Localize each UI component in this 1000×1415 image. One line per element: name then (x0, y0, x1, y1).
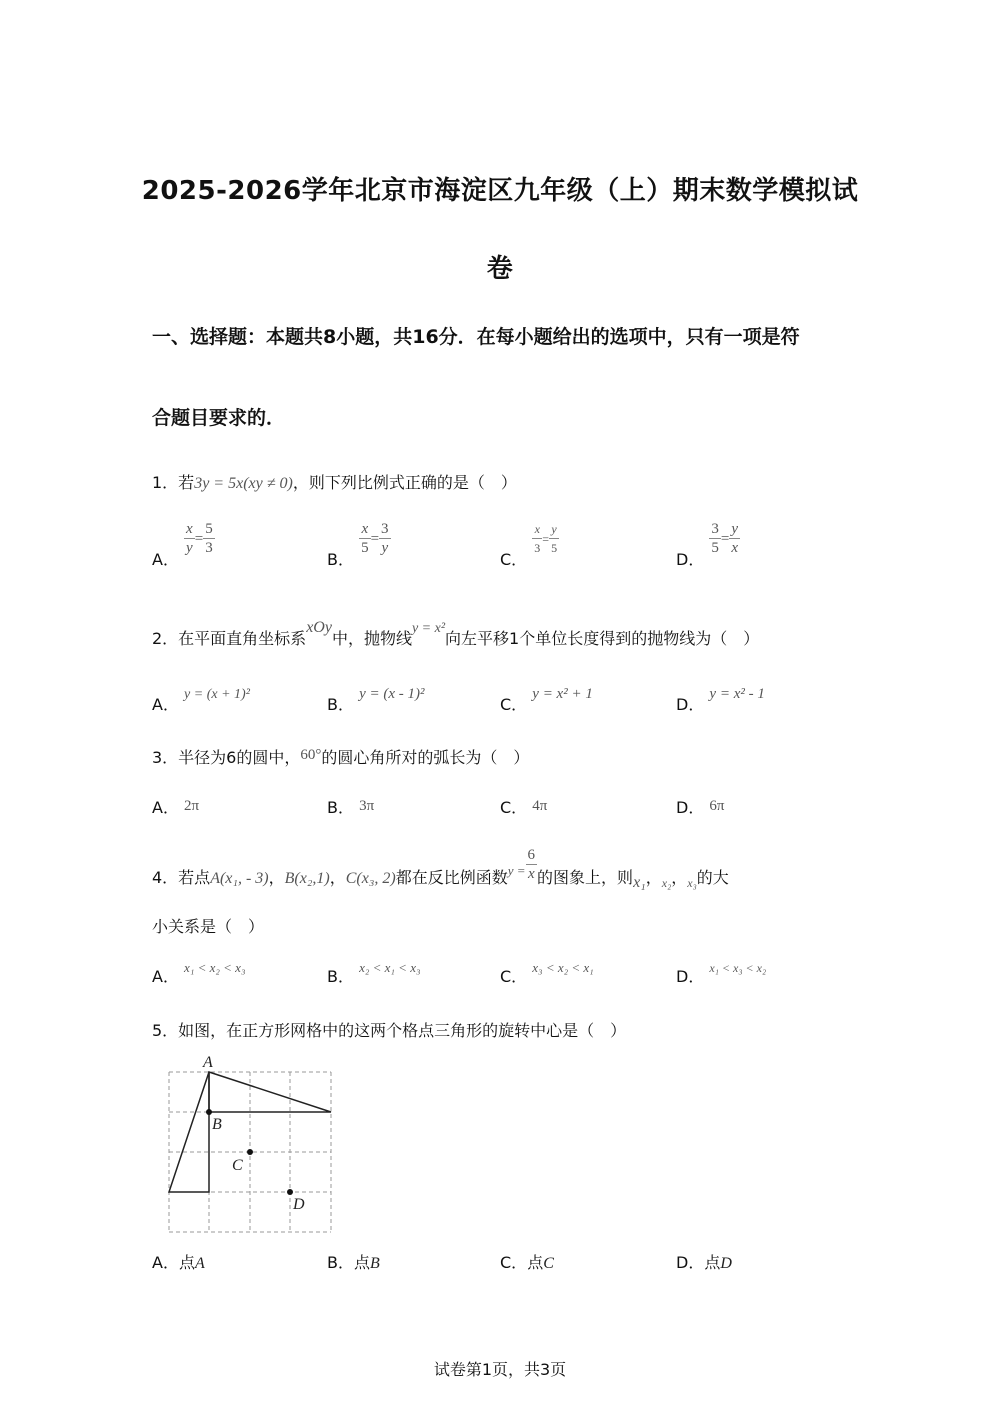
option-label: D． (676, 550, 705, 569)
option-label: A． (152, 967, 179, 986)
option-label: D． (676, 695, 705, 714)
q3-option-d[interactable] (676, 795, 725, 818)
q1-math: 3y = 5x(xy ≠ 0) (194, 475, 293, 492)
q4-point-c: C(x₃, 2) (345, 870, 396, 887)
fraction: $\frac{x}{5}$ (361, 521, 369, 556)
fraction: $\frac{3}{y}$ (381, 521, 389, 556)
q1-prefix: 1．若 (152, 473, 195, 492)
q5-option-b[interactable] (327, 1250, 380, 1273)
option-label: B． (327, 798, 354, 817)
option-label: B． (327, 550, 354, 569)
q4-var-x2: x₂ (661, 876, 672, 890)
q2-math-coord: xOy (306, 619, 332, 636)
q1-option-d[interactable]: D． $\frac{3}{5}$ = $\frac{y}{x}$ (676, 521, 739, 569)
q2-mid: 中，抛物线 (331, 629, 412, 648)
option-point: A (194, 1255, 205, 1272)
point-b-dot (206, 1109, 212, 1115)
triangle-left (169, 1072, 209, 1192)
option-expr: 2π (184, 798, 200, 814)
q4-var-x3: x₃ (687, 876, 697, 890)
option-label: D． (676, 1253, 705, 1272)
page-title-line2: 卷 (486, 254, 514, 284)
option-label: A． (152, 1253, 179, 1272)
q2-math-parabola: y = x² (411, 621, 446, 636)
point-d-dot (287, 1189, 293, 1195)
q2-option-b[interactable] (327, 686, 425, 715)
q4-var-x1: x₁ (633, 874, 646, 891)
option-expr: 4π (532, 798, 548, 814)
option-label: A． (152, 550, 179, 569)
option-label: A． (152, 695, 179, 714)
question-2 (152, 619, 760, 649)
option-expr: 6π (709, 798, 725, 814)
q5-option-d[interactable] (676, 1250, 732, 1273)
q4-mid2: 的图象上，则 (537, 868, 634, 887)
q4-point-b: B(x₂,1) (284, 870, 330, 887)
page-title-line1: 2025-2026学年北京市海淀区九年级（上）期末数学模拟试 (141, 176, 859, 206)
q4-fn-y: y = (507, 863, 526, 878)
point-c-dot (247, 1149, 253, 1155)
option-expr: x₂ < x₁ < x₃ (359, 960, 421, 975)
label-c: C (232, 1157, 243, 1174)
q4-fraction: $\frac{6}{x}$ (527, 847, 536, 882)
page-footer: 试卷第1页，共3页 (433, 1360, 567, 1379)
option-label: C． (500, 967, 528, 986)
option-expr: x₁ < x₃ < x₂ (709, 961, 767, 975)
q3-option-a[interactable] (152, 795, 199, 818)
q2-suffix: 向左平移1个单位长度得到的抛物线为（ ） (445, 629, 760, 648)
option-label: D． (676, 798, 705, 817)
fraction: $\frac{3}{5}$ (711, 521, 719, 556)
option-expr: y = x² - 1 (709, 686, 765, 702)
option-expr: y = (x + 1)² (184, 687, 250, 702)
option-text: 点 (704, 1253, 721, 1272)
q4-prefix: 4．若点 (152, 868, 211, 887)
question-3 (152, 745, 529, 768)
q5-option-c[interactable] (500, 1250, 554, 1273)
question-5: 5．如图，在正方形网格中的这两个格点三角形的旋转中心是（ ） (152, 1021, 627, 1040)
option-expr: x₁ < x₂ < x₃ (184, 960, 246, 975)
fraction: $\frac{y}{x}$ (731, 521, 739, 556)
option-label: B． (327, 967, 354, 986)
q3-math-angle: 60° (300, 747, 322, 763)
option-label: D． (676, 967, 705, 986)
q2-option-d[interactable] (676, 686, 765, 715)
section-heading-line2: 合题目要求的． (152, 407, 286, 429)
option-point: C (543, 1255, 554, 1272)
label-b: B (212, 1116, 222, 1133)
option-label: C． (500, 550, 528, 569)
q4-mid: 都在反比例函数 (395, 868, 508, 887)
label-d: D (293, 1196, 305, 1213)
label-a: A (203, 1054, 213, 1071)
q4-option-b[interactable] (327, 960, 421, 987)
option-label: C． (500, 695, 528, 714)
q4-tail: 的大 (696, 868, 729, 887)
q3-option-b[interactable] (327, 795, 374, 818)
q2-option-a[interactable] (152, 687, 250, 715)
option-expr: y = x² + 1 (532, 686, 593, 702)
q1-suffix: ，则下列比例式正确的是（ ） (292, 473, 517, 492)
q5-option-a[interactable] (152, 1250, 205, 1273)
grid-figure (160, 1050, 345, 1235)
q4-option-d[interactable] (676, 961, 767, 987)
q2-prefix: 2．在平面直角坐标系 (152, 629, 307, 648)
option-point: B (370, 1255, 380, 1272)
q3-prefix: 3．半径为6的圆中， (152, 748, 301, 767)
q3-option-c[interactable] (500, 795, 547, 818)
fraction: $\frac{x}{3}$ (534, 522, 541, 555)
q1-option-b[interactable]: B． $\frac{x}{5}$ = $\frac{3}{y}$ (327, 521, 389, 569)
question-4: 4．若点A(x₁, - 3)，B(x₂,1)，C(x₃, 2)都在反比例函数$_{y =}$ $\frac{6}{x}$ 的图象上，则x₁，$_{x_2}$，$_{x_3}$的大 (152, 847, 729, 891)
fraction: $\frac{5}{3}$ (205, 521, 213, 556)
option-expr: y = (x - 1)² (359, 686, 425, 702)
q4-option-a[interactable] (152, 960, 246, 987)
option-expr: 3π (359, 798, 375, 814)
question-4-line2: 小关系是（ ） (152, 917, 265, 936)
fraction: $\frac{y}{5}$ (551, 522, 558, 555)
option-expr: x₃ < x₂ < x₁ (532, 960, 594, 975)
triangle-right (209, 1072, 331, 1112)
option-text: 点 (353, 1253, 370, 1272)
option-point: D (720, 1255, 732, 1272)
q1-option-c[interactable]: C． $\frac{x}{3}$ = $\frac{y}{5}$ (500, 522, 558, 569)
option-label: C． (500, 798, 528, 817)
option-label: B． (327, 695, 354, 714)
q4-option-c[interactable] (500, 960, 594, 987)
q1-option-a[interactable]: A． $\frac{x}{y}$ = $\frac{5}{3}$ (152, 521, 213, 569)
option-label: A． (152, 798, 179, 817)
option-label: B． (327, 1253, 354, 1272)
option-text: 点 (527, 1253, 544, 1272)
q4-point-a: A(x₁, - 3) (210, 870, 269, 887)
section-heading-line1: 一、选择题：本题共8小题，共16分．在每小题给出的选项中，只有一项是符 (152, 326, 800, 348)
fraction: $\frac{x}{y}$ (186, 521, 193, 556)
q3-suffix: 的圆心角所对的弧长为（ ） (321, 748, 530, 767)
question-1 (152, 470, 517, 493)
option-text: 点 (178, 1253, 195, 1272)
option-label: C． (500, 1253, 528, 1272)
q2-option-c[interactable] (500, 686, 593, 715)
